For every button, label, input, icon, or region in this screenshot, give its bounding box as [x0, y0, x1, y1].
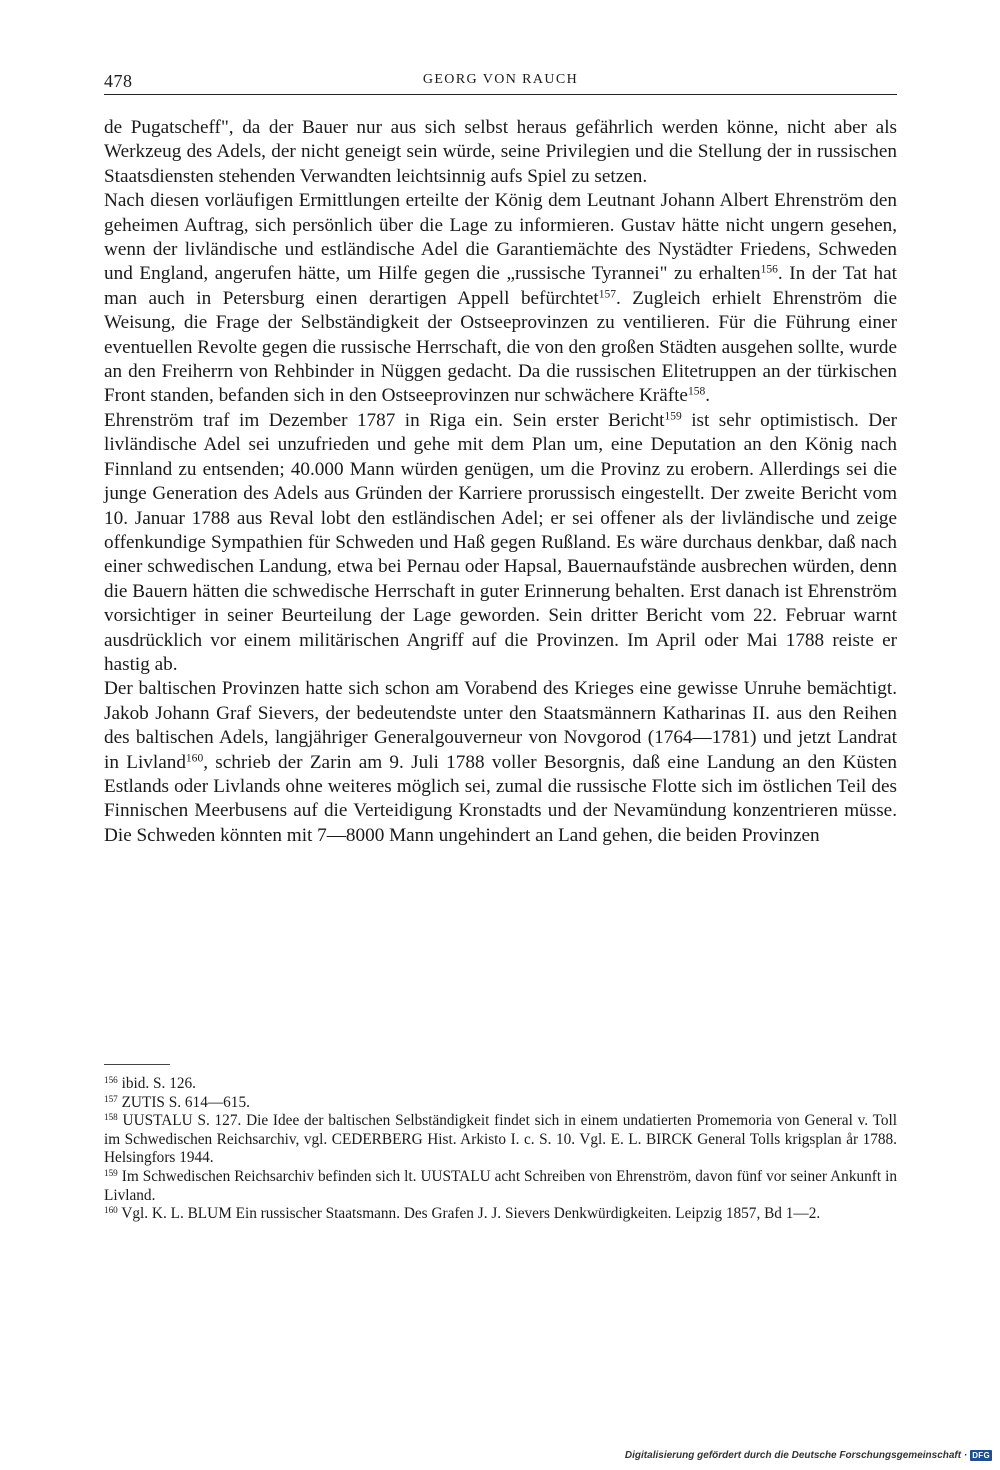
- footnote-number: 156: [104, 1074, 118, 1085]
- footnote: $^{157}$ ZUTIS S. 614—615.: [104, 1093, 250, 1111]
- footnote-number: 158: [104, 1112, 118, 1123]
- paragraph: de Pugatscheff", da der Bauer nur aus sich selbst heraus gefährlich werden könne, nicht aber als Werkzeug des Adels, der nicht geneigt sein würde, seine Privilegien und die Stellung der in russischen Staatsdiensten stehenden Verwandten leichtsinnig aufs Spiel zu setzen.: [104, 117, 897, 187]
- dfg-logo: DFG: [972, 1451, 990, 1460]
- footnote-ref[interactable]: 159: [664, 410, 682, 423]
- body-text: [104, 116, 897, 848]
- footnote-divider: [104, 1064, 170, 1065]
- footnote-ref[interactable]: 156: [760, 264, 778, 277]
- footnote-ref[interactable]: 158: [687, 386, 706, 399]
- digitization-credit: [625, 1450, 992, 1461]
- footnote: $^{158}$ UUSTALU S. 127. Die Idee der baltischen Selbständigkeit findet sich in einem undatierten Promemoria von General v. Toll im Schwedischen Reichsarchiv, vgl. CEDERBERG Hist. Arkisto I. c. S. 10. Vgl. E. L. BIRCK General Tolls krigsplan år 1788. Helsingfors 1944.: [104, 1112, 897, 1167]
- paragraph: Der baltischen Provinzen hatte sich schon am Vorabend des Krieges eine gewisse Unruhe bemächtigt. Jakob Johann Graf Sievers, der bedeutendste unter den Staatsmännern Katharinas II. aus den Reihen des baltischen Adels, langjähriger Generalgouverneur von Novgorod (1764—1781) und jetzt Landrat in Livland$^{160}$, schrieb der Zarin am 9. Juli 1788 voller Besorgnis, daß eine Landung an den Küsten Estlands oder Livlands ohne weiteres möglich sei, zumal die russische Flotte sich im östlichen Teil des Finnischen Meerbusens auf die Verteidigung Kronstadts und der Nevamündung konzentrieren müsse. Die Schweden könnten mit 7—8000 Mann ungehindert an Land gehen, die beiden Provinzen: [104, 678, 897, 846]
- footnotes: [104, 1075, 897, 1224]
- footnote-ref[interactable]: 160: [185, 752, 204, 765]
- running-head: GEORG VON RAUCH: [422, 72, 579, 87]
- credit-text: Digitalisierung gefördert durch die Deutsche Forschungsgemeinschaft ·: [624, 1450, 968, 1461]
- footnote-number: 157: [104, 1093, 118, 1104]
- footnote: $^{156}$ ibid. S. 126.: [104, 1074, 196, 1092]
- footnote: $^{159}$ Im Schwedischen Reichsarchiv befinden sich lt. UUSTALU acht Schreiben von Ehrenström, davon fünf vor seiner Ankunft in Livland.: [104, 1167, 897, 1204]
- paragraph: Ehrenström traf im Dezember 1787 in Riga ein. Sein erster Bericht$^{159}$ ist sehr optimistisch. Der livländische Adel sei unzufrieden und gehe mit dem Plan um, eine Deputation an den König nach Finnland zu entsenden; 40.000 Mann würden genügen, um die Provinz zu erobern. Allerdings sei die junge Generation des Adels aus Gründen der Karriere prorussisch eingestellt. Der zweite Bericht vom 10. Januar 1788 aus Reval lobt den estländischen Adel; er sei offener als der livländische und zeige offenkundige Sympathien für Schweden und Haß gegen Rußland. Es wäre durchaus denkbar, daß nach einer schwedischen Landung, etwa bei Pernau oder Hapsal, Bauernaufstände ausbrechen würden, denn die Bauern hätten die schwedische Herrschaft in guter Erinnerung behalten. Erst danach ist Ehrenström vorsichtiger in seiner Beurteilung der Lage geworden. Sein dritter Bericht vom 22. Februar warnt ausdrücklich vor einem militärischen Angriff auf die Provinzen. Im April oder Mai 1788 reiste er hastig ab.: [104, 409, 897, 675]
- page-header: [104, 68, 897, 95]
- footnote-number: 159: [104, 1167, 118, 1178]
- paragraph: Nach diesen vorläufigen Ermittlungen erteilte der König dem Leutnant Johann Albert Ehrenström den geheimen Auftrag, sich persönlich über die Lage zu informieren. Gustav hätte nicht ungern gesehen, wenn der livländische und estländische Adel die Garantiemächte des Nystädter Friedens, Schweden und England, angerufen hätte, um Hilfe gegen die „russische Tyrannei" zu erhalten$^{156}$. In der Tat hat man auch in Petersburg einen derartigen Appell befürchtet$^{157}$. Zugleich erhielt Ehrenström die Weisung, die Frage der Selbständigkeit der Ostseeprovinzen zu ventilieren. Für die Führung einer eventuellen Revolte gegen die russische Herrschaft, die von den großen Städten ausgehen sollte, wurde an den Freiherrn von Rehbinder in Nüggen gedacht. Da die russischen Elitetruppen an der türkischen Front standen, befanden sich in den Ostseeprovinzen nur schwächere Kräfte$^{158}$.: [104, 190, 897, 407]
- footnote-ref[interactable]: 157: [598, 288, 616, 301]
- page-number: 478: [104, 71, 133, 91]
- footnote: $^{160}$ Vgl. K. L. BLUM Ein russischer Staatsmann. Des Grafen J. J. Sievers Denkwürdigkeiten. Leipzig 1857, Bd 1—2.: [104, 1205, 821, 1223]
- footnote-number: 160: [104, 1205, 118, 1216]
